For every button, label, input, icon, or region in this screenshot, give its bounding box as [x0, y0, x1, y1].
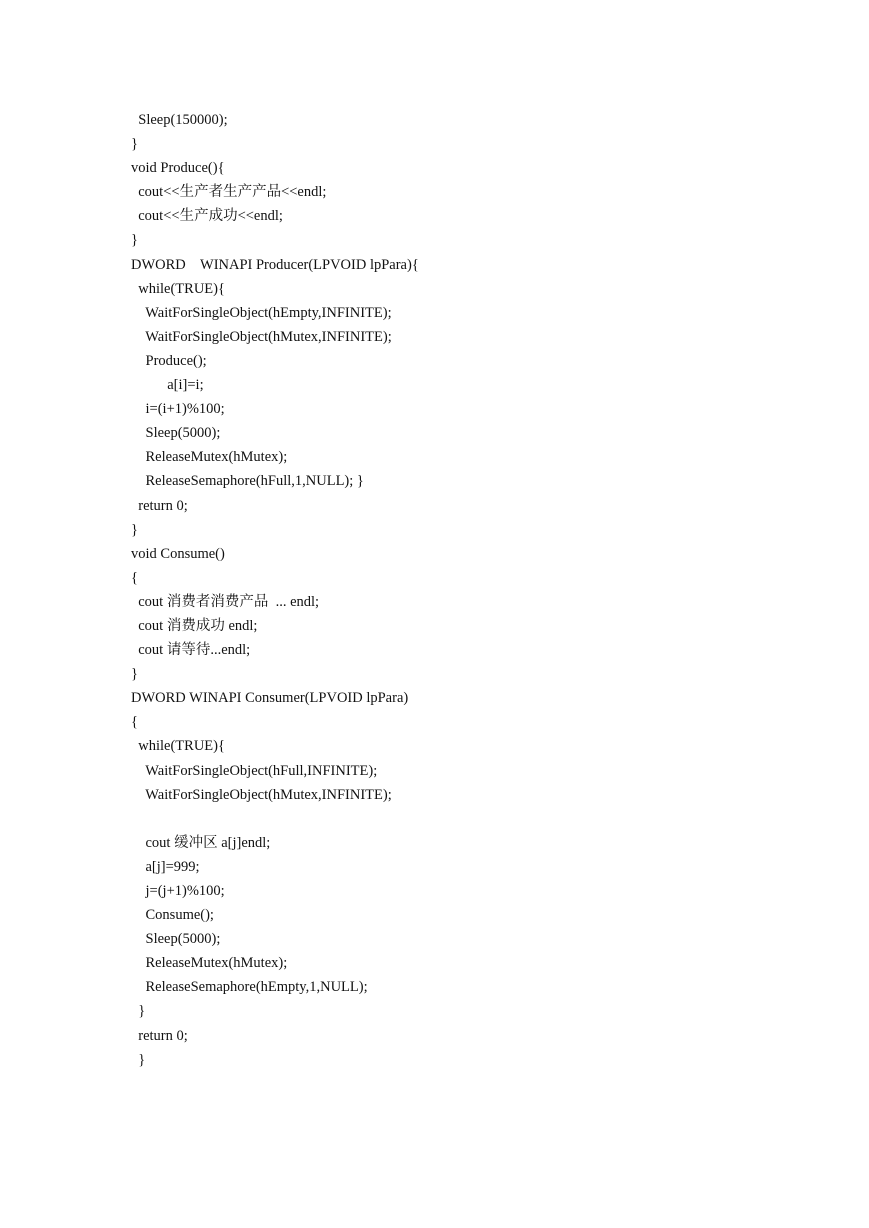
code-line: ReleaseMutex(hMutex);: [131, 955, 288, 972]
code-line: cout 缓冲区 a[j]endl;: [131, 834, 271, 851]
code-line: Sleep(5000);: [131, 425, 221, 442]
code-line: cout<<生产者生产产品<<endl;: [131, 184, 327, 201]
code-line: a[j]=999;: [131, 858, 200, 875]
code-line: cout<<生产成功<<endl;: [131, 208, 283, 225]
code-line: DWORD WINAPI Producer(LPVOID lpPara){: [131, 256, 419, 273]
code-line: void Produce(){: [131, 160, 225, 177]
code-line: while(TRUE){: [131, 280, 225, 297]
code-line: Produce();: [131, 352, 207, 369]
code-line: {: [131, 714, 138, 731]
code-line: a[i]=i;: [131, 377, 204, 394]
code-line: cout 消费成功 endl;: [131, 617, 258, 634]
code-line: WaitForSingleObject(hMutex,INFINITE);: [131, 328, 392, 345]
code-line: j=(j+1)%100;: [131, 883, 225, 899]
code-line: }: [131, 232, 138, 249]
code-line: }: [131, 666, 138, 683]
code-line: [131, 807, 831, 831]
code-line: }: [131, 136, 138, 153]
code-listing: [131, 108, 831, 1072]
code-line: ReleaseMutex(hMutex);: [131, 449, 288, 466]
code-line: WaitForSingleObject(hFull,INFINITE);: [131, 762, 378, 779]
code-line: }: [131, 1051, 146, 1068]
code-line: WaitForSingleObject(hMutex,INFINITE);: [131, 786, 392, 803]
code-line: while(TRUE){: [131, 738, 225, 755]
code-line: Consume();: [131, 907, 214, 924]
code-line: void Consume(): [131, 545, 225, 562]
code-line: {: [131, 569, 138, 586]
code-line: cout 请等待...endl;: [131, 642, 251, 659]
code-line: }: [131, 521, 138, 538]
code-line: return 0;: [131, 1027, 188, 1044]
code-line: Sleep(150000);: [131, 112, 228, 128]
code-line: i=(i+1)%100;: [131, 401, 225, 418]
code-line: cout 消费者消费产品 ... endl;: [131, 593, 320, 610]
code-line: DWORD WINAPI Consumer(LPVOID lpPara): [131, 690, 409, 707]
code-line: ReleaseSemaphore(hFull,1,NULL); }: [131, 473, 364, 490]
code-line: WaitForSingleObject(hEmpty,INFINITE);: [131, 304, 392, 321]
code-line: Sleep(5000);: [131, 931, 221, 948]
code-line: }: [131, 1003, 146, 1020]
code-line: return 0;: [131, 497, 188, 514]
code-line: ReleaseSemaphore(hEmpty,1,NULL);: [131, 979, 368, 996]
